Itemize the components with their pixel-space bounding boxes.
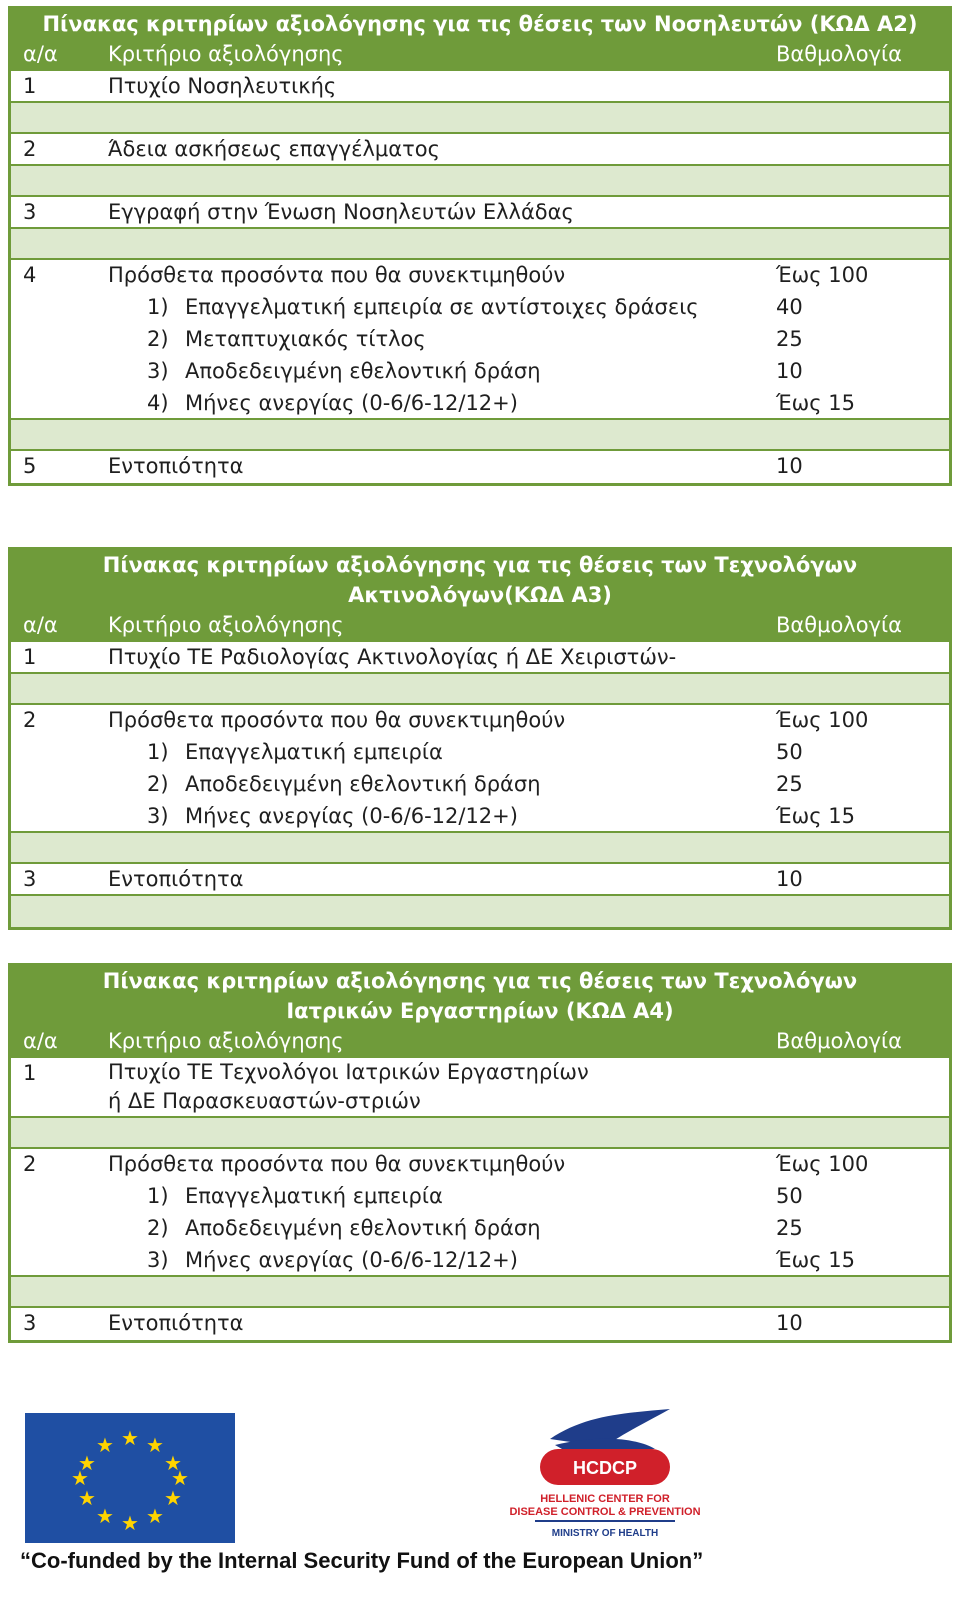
table-row — [11, 705, 949, 737]
svg-text:★: ★ — [96, 1433, 114, 1457]
sub-score: Έως 15 — [776, 391, 855, 415]
row-num: 2 — [23, 1152, 37, 1176]
spacer-row — [11, 833, 949, 864]
spacer-row — [11, 896, 949, 927]
svg-text:★: ★ — [146, 1504, 164, 1528]
row-criterion: Εγγραφή στην Ένωση Νοσηλευτών Ελλάδας — [108, 200, 574, 224]
row-num: 2 — [23, 137, 37, 161]
table-row — [11, 642, 949, 674]
criteria-table-a4 — [8, 963, 952, 1343]
row-num: 3 — [23, 867, 37, 891]
sub-index: 1) — [147, 1184, 169, 1208]
row-num: 4 — [23, 263, 37, 287]
header-num: α/α — [23, 613, 58, 637]
svg-text:★: ★ — [71, 1466, 89, 1490]
hcdcp-dove-icon — [495, 1405, 745, 1545]
table-row — [11, 197, 949, 229]
sub-criterion: Επαγγελματική εμπειρία — [185, 1184, 443, 1208]
sub-index: 3) — [147, 359, 169, 383]
sub-index: 2) — [147, 327, 169, 351]
header-num: α/α — [23, 42, 58, 66]
row-criterion: Πρόσθετα προσόντα που θα συνεκτιμηθούν — [108, 263, 566, 287]
row-criterion: Εντοπιότητα — [108, 867, 244, 891]
table-row — [11, 260, 949, 292]
table-row — [11, 451, 949, 483]
svg-text:★: ★ — [121, 1426, 139, 1450]
sub-index: 2) — [147, 772, 169, 796]
row-criterion: Πτυχίο Νοσηλευτικής — [108, 74, 337, 98]
sub-score: 10 — [776, 359, 803, 383]
table-row — [11, 1149, 949, 1181]
sub-row — [11, 769, 949, 801]
sub-criterion: Αποδεδειγμένη εθελοντική δράση — [185, 772, 541, 796]
header-criterion: Κριτήριο αξιολόγησης — [108, 42, 344, 66]
criteria-table-a2 — [8, 6, 952, 486]
sub-index: 3) — [147, 804, 169, 828]
spacer-row — [11, 103, 949, 134]
row-score: Έως 100 — [776, 263, 869, 287]
spacer-row — [11, 420, 949, 451]
sub-criterion: Μήνες ανεργίας (0-6/6-12/12+) — [185, 804, 518, 828]
row-criterion: Εντοπιότητα — [108, 454, 244, 478]
hcdcp-badge: HCDCP — [572, 1458, 638, 1478]
sub-score: Έως 15 — [776, 804, 855, 828]
sub-criterion: Μεταπτυχιακός τίτλος — [185, 327, 426, 351]
row-num: 5 — [23, 454, 37, 478]
table-row — [11, 1058, 949, 1118]
table-row — [11, 71, 949, 103]
table-title: Πίνακας κριτηρίων αξιολόγησης για τις θέσεις των Νοσηλευτών (ΚΩΔ Α2) — [11, 9, 949, 39]
hcdcp-name-line1: HELLENIC CENTER FOR — [540, 1493, 670, 1505]
sub-row — [11, 801, 949, 833]
hcdcp-name-line2: DISEASE CONTROL & PREVENTION — [509, 1506, 701, 1518]
sub-criterion: Επαγγελματική εμπειρία — [185, 740, 443, 764]
svg-text:★: ★ — [121, 1511, 139, 1535]
row-num: 1 — [23, 1061, 37, 1085]
row-score: 10 — [776, 454, 803, 478]
table-header-row — [11, 1026, 949, 1058]
sub-row — [11, 1245, 949, 1277]
sub-score: 25 — [776, 1216, 803, 1240]
row-score: 10 — [776, 1311, 803, 1335]
svg-text:★: ★ — [96, 1504, 114, 1528]
table-header-row — [11, 610, 949, 642]
header-num: α/α — [23, 1029, 58, 1053]
svg-text:★: ★ — [78, 1486, 96, 1510]
sub-row — [11, 737, 949, 769]
svg-text:★: ★ — [146, 1433, 164, 1457]
row-num: 3 — [23, 1311, 37, 1335]
row-num: 2 — [23, 708, 37, 732]
eu-flag-logo — [25, 1413, 235, 1543]
spacer-row — [11, 1277, 949, 1308]
sub-index: 4) — [147, 391, 169, 415]
svg-text:★: ★ — [171, 1466, 189, 1490]
svg-text:★: ★ — [164, 1486, 182, 1510]
row-num: 1 — [23, 74, 37, 98]
sub-criterion: Αποδεδειγμένη εθελοντική δράση — [185, 1216, 541, 1240]
svg-text:★: ★ — [164, 1451, 182, 1475]
header-criterion: Κριτήριο αξιολόγησης — [108, 613, 344, 637]
header-score: Βαθμολογία — [776, 42, 902, 66]
header-criterion: Κριτήριο αξιολόγησης — [108, 1029, 344, 1053]
table-row — [11, 1308, 949, 1340]
sub-row — [11, 356, 949, 388]
cofunding-statement: “Co-funded by the Internal Security Fund of the European Union” — [20, 1548, 704, 1573]
sub-score: 50 — [776, 1184, 803, 1208]
row-criterion: Πρόσθετα προσόντα που θα συνεκτιμηθούν — [108, 1152, 566, 1176]
eu-stars-icon — [25, 1413, 235, 1543]
sub-criterion: Επαγγελματική εμπειρία σε αντίστοιχες δράσεις — [185, 295, 699, 319]
table-row — [11, 134, 949, 166]
sub-row — [11, 1213, 949, 1245]
header-score: Βαθμολογία — [776, 613, 902, 637]
row-criterion: Πτυχίο ΤΕ Ραδιολογίας Ακτινολογίας ή ΔΕ Χειριστών- — [108, 645, 677, 669]
sub-index: 1) — [147, 740, 169, 764]
sub-score: 50 — [776, 740, 803, 764]
row-num: 1 — [23, 645, 37, 669]
row-num: 3 — [23, 200, 37, 224]
table-row — [11, 864, 949, 896]
footer-logos — [0, 1405, 960, 1545]
table-title: Πίνακας κριτηρίων αξιολόγησης για τις θέσεις των Τεχνολόγων Ακτινολόγων(ΚΩΔ Α3) — [11, 550, 949, 610]
sub-row — [11, 292, 949, 324]
sub-criterion: Μήνες ανεργίας (0-6/6-12/12+) — [185, 1248, 518, 1272]
sub-score: 25 — [776, 327, 803, 351]
row-score: Έως 100 — [776, 708, 869, 732]
hcdcp-logo — [495, 1405, 745, 1545]
sub-index: 1) — [147, 295, 169, 319]
spacer-row — [11, 1118, 949, 1149]
row-criterion: Πρόσθετα προσόντα που θα συνεκτιμηθούν — [108, 708, 566, 732]
table-title: Πίνακας κριτηρίων αξιολόγησης για τις θέσεις των Τεχνολόγων Ιατρικών Εργαστηρίων (ΚΩΔ Α4) — [11, 966, 949, 1026]
table-header-row — [11, 39, 949, 71]
row-score: Έως 100 — [776, 1152, 869, 1176]
sub-score: 40 — [776, 295, 803, 319]
criteria-table-a3 — [8, 547, 952, 930]
svg-text:★: ★ — [78, 1451, 96, 1475]
row-criterion: Πτυχίο ΤΕ Τεχνολόγοι Ιατρικών Εργαστηρίων ή ΔΕ Παρασκευαστών-στριών — [108, 1060, 589, 1113]
row-score: 10 — [776, 867, 803, 891]
row-criterion: Άδεια ασκήσεως επαγγέλματος — [108, 137, 440, 161]
hcdcp-ministry: MINISTRY OF HEALTH — [551, 1528, 659, 1539]
sub-row — [11, 388, 949, 420]
sub-index: 2) — [147, 1216, 169, 1240]
spacer-row — [11, 674, 949, 705]
spacer-row — [11, 166, 949, 197]
sub-row — [11, 1181, 949, 1213]
sub-criterion: Μήνες ανεργίας (0-6/6-12/12+) — [185, 391, 518, 415]
sub-row — [11, 324, 949, 356]
sub-score: 25 — [776, 772, 803, 796]
header-score: Βαθμολογία — [776, 1029, 902, 1053]
sub-criterion: Αποδεδειγμένη εθελοντική δράση — [185, 359, 541, 383]
sub-score: Έως 15 — [776, 1248, 855, 1272]
spacer-row — [11, 229, 949, 260]
row-criterion: Εντοπιότητα — [108, 1311, 244, 1335]
sub-index: 3) — [147, 1248, 169, 1272]
